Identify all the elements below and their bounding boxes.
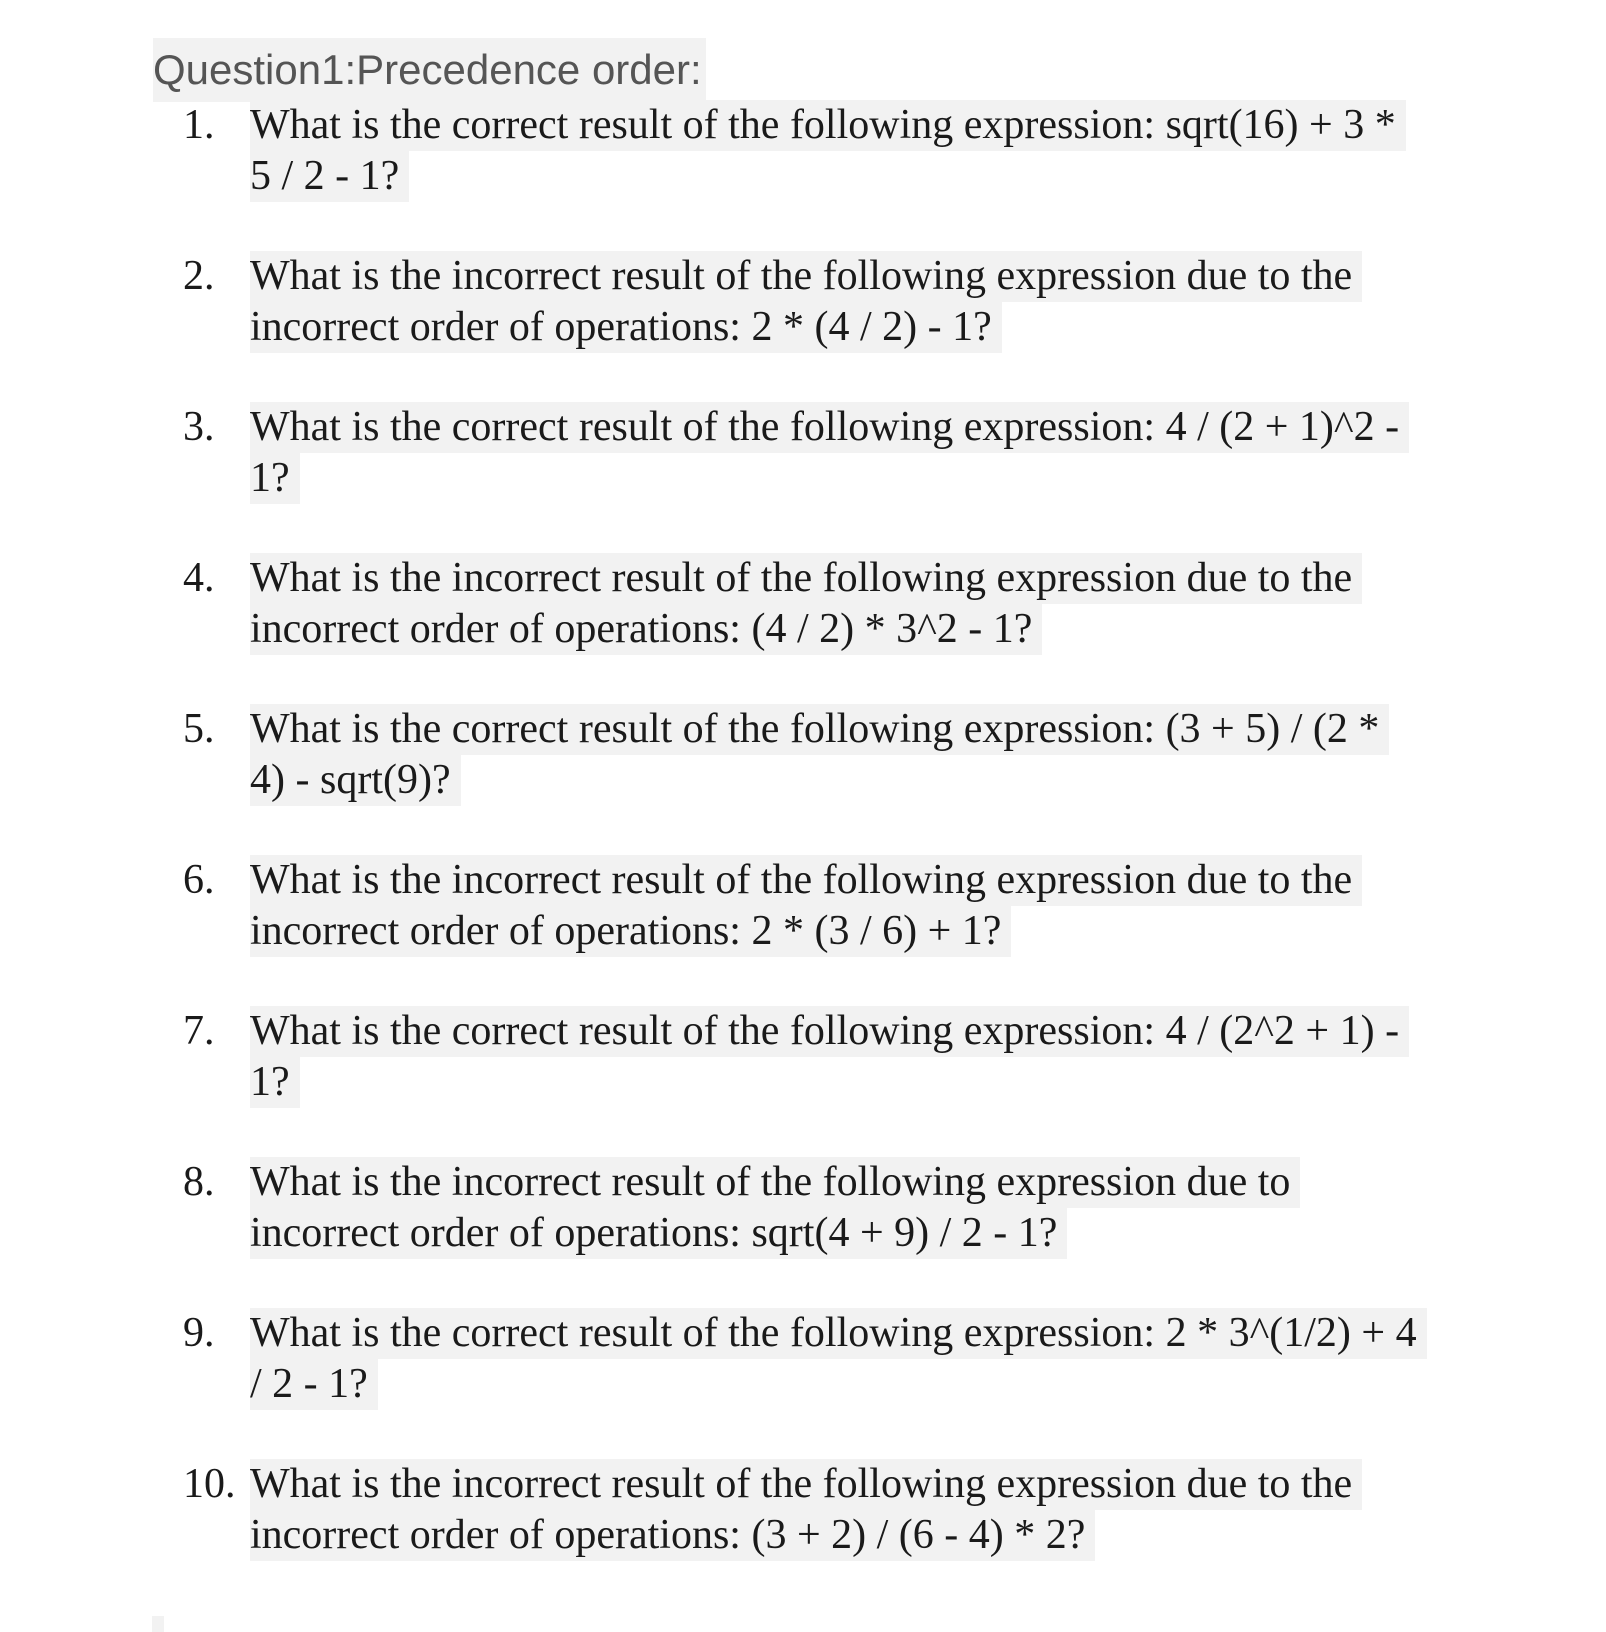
question-number: 7.: [183, 1008, 215, 1054]
question-text-line-1: What is the incorrect result of the following expression due to the: [250, 1459, 1362, 1510]
question-text-line-1: What is the correct result of the following expression: sqrt(16) + 3 *: [250, 100, 1406, 151]
question-number: 8.: [183, 1159, 215, 1205]
question-text-line-1: What is the incorrect result of the following expression due to the: [250, 553, 1362, 604]
question-text-line-1: What is the incorrect result of the following expression due to: [250, 1157, 1300, 1208]
question-text-line-2: 1?: [250, 453, 300, 504]
question-text-line-1: What is the correct result of the following expression: 4 / (2 + 1)^2 -: [250, 402, 1409, 453]
question-heading: Question1:Precedence order:: [153, 38, 706, 102]
question-text-line-1: What is the correct result of the following expression: 4 / (2^2 + 1) -: [250, 1006, 1409, 1057]
question-text-line-1: What is the incorrect result of the following expression due to the: [250, 251, 1362, 302]
text-selection-fragment: [152, 1616, 164, 1632]
question-text-line-1: What is the correct result of the following expression: 2 * 3^(1/2) + 4: [250, 1308, 1427, 1359]
question-number: 5.: [183, 706, 215, 752]
question-number: 1.: [183, 102, 215, 148]
question-text-line-2: / 2 - 1?: [250, 1359, 378, 1410]
question-text-line-2: incorrect order of operations: 2 * (3 / 6) + 1?: [250, 906, 1011, 957]
question-number: 4.: [183, 555, 215, 601]
question-text-line-2: 1?: [250, 1057, 300, 1108]
question-text-line-2: 4) - sqrt(9)?: [250, 755, 461, 806]
question-text-line-1: What is the incorrect result of the following expression due to the: [250, 855, 1362, 906]
question-number: 2.: [183, 253, 215, 299]
question-text-line-2: incorrect order of operations: (4 / 2) * 3^2 - 1?: [250, 604, 1042, 655]
question-text-line-1: What is the correct result of the following expression: (3 + 5) / (2 *: [250, 704, 1389, 755]
question-text-line-2: 5 / 2 - 1?: [250, 151, 409, 202]
question-number: 3.: [183, 404, 215, 450]
question-text-line-2: incorrect order of operations: sqrt(4 + 9) / 2 - 1?: [250, 1208, 1067, 1259]
question-text-line-2: incorrect order of operations: 2 * (4 / 2) - 1?: [250, 302, 1002, 353]
question-number: 10.: [183, 1461, 236, 1507]
question-text-line-2: incorrect order of operations: (3 + 2) / (6 - 4) * 2?: [250, 1510, 1095, 1561]
question-number: 9.: [183, 1310, 215, 1356]
question-number: 6.: [183, 857, 215, 903]
